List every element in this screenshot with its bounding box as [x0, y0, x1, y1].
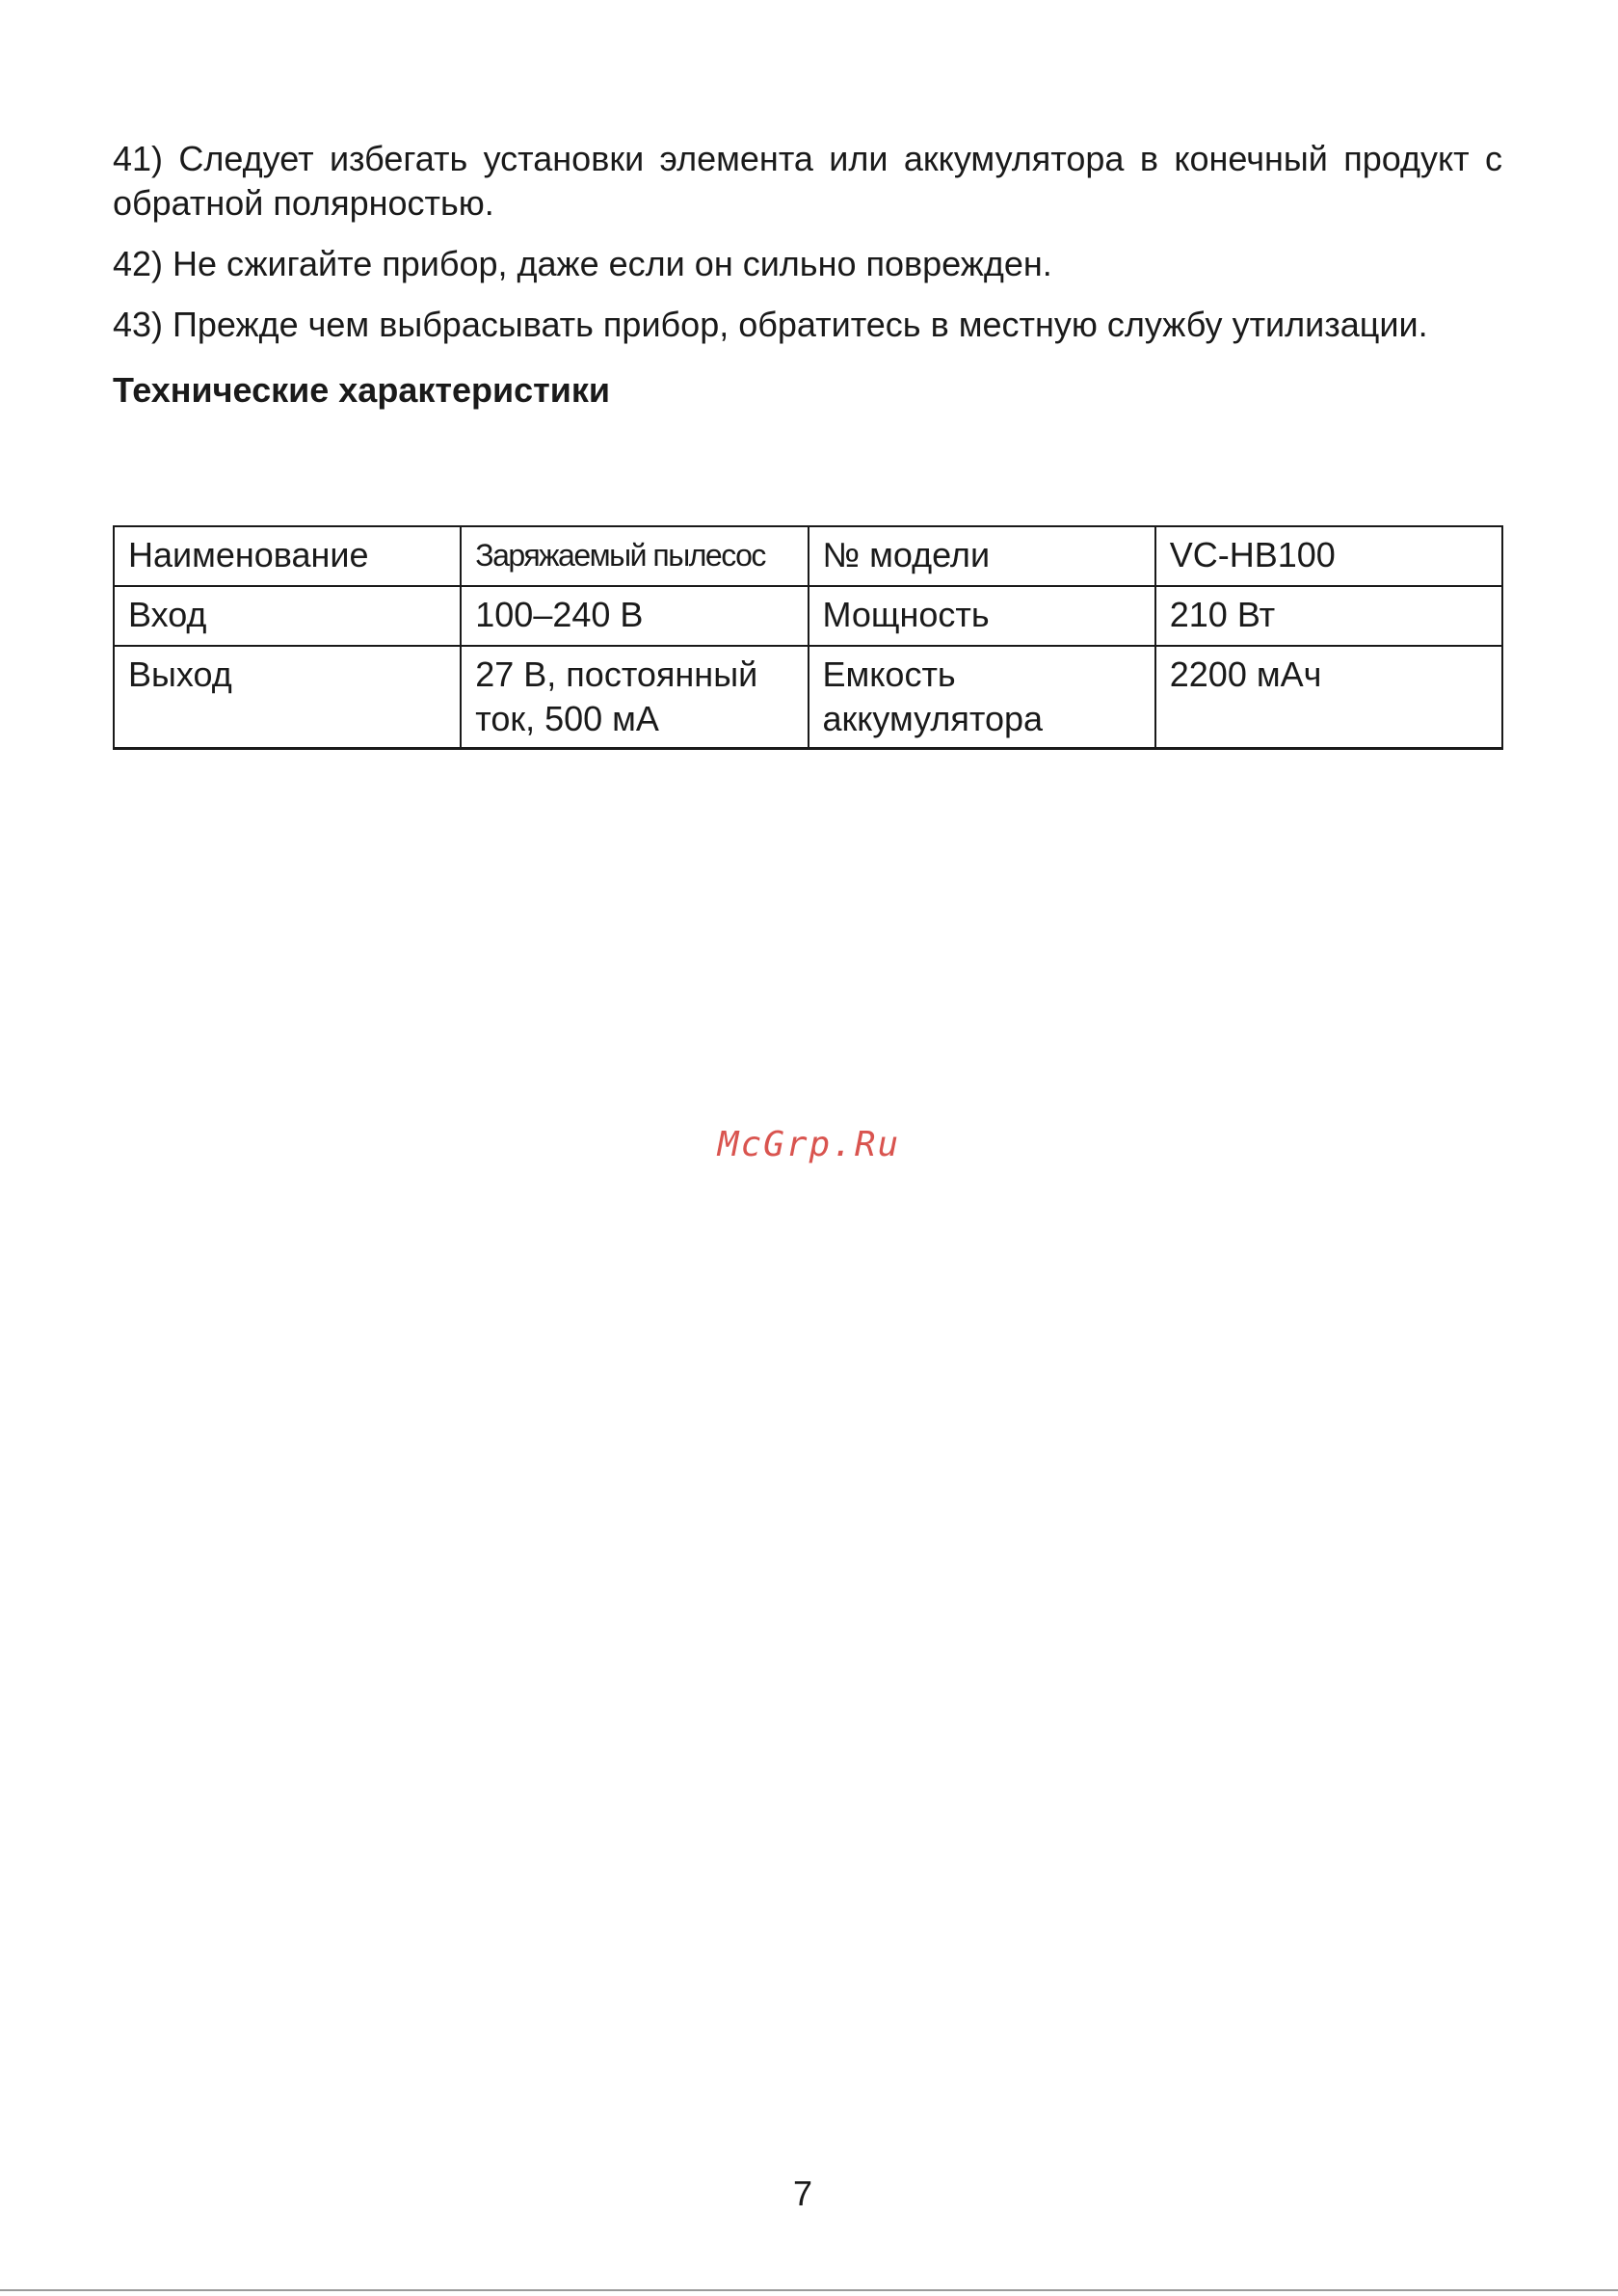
- bottom-divider: [0, 2289, 1618, 2291]
- watermark: McGrp.Ru: [717, 1125, 901, 1164]
- table-cell: Наименование: [114, 526, 461, 586]
- table-row: [114, 646, 1502, 749]
- table-cell: 2200 мАч: [1155, 646, 1502, 749]
- table-row: [114, 526, 1502, 586]
- table-cell: Выход: [114, 646, 461, 749]
- table-cell: Заряжаемый пылесос: [461, 526, 808, 586]
- paragraph-43: 43) Прежде чем выбрасывать прибор, обратитесь в местную службу утилизации.: [113, 305, 1428, 344]
- table-cell: 100–240 В: [461, 586, 808, 646]
- paragraph-41: 41) Следует избегать установки элемента или аккумулятора в конечный продукт с обратной полярностью.: [113, 139, 1502, 223]
- document-body: [113, 137, 1502, 413]
- table-cell: Емкость аккумулятора: [809, 646, 1155, 749]
- specs-table: [113, 525, 1503, 750]
- table-cell: VC-HB100: [1155, 526, 1502, 586]
- table-cell: 27 В, постоянный ток, 500 мА: [461, 646, 808, 749]
- table-cell: Мощность: [809, 586, 1155, 646]
- table-cell: № модели: [809, 526, 1155, 586]
- table-row: [114, 586, 1502, 646]
- specs-heading: Технические характеристики: [113, 370, 611, 410]
- page-number: 7: [792, 2174, 813, 2213]
- table-cell: Вход: [114, 586, 461, 646]
- paragraph-42: 42) Не сжигайте прибор, даже если он сильно поврежден.: [113, 244, 1052, 283]
- table-cell: 210 Вт: [1155, 586, 1502, 646]
